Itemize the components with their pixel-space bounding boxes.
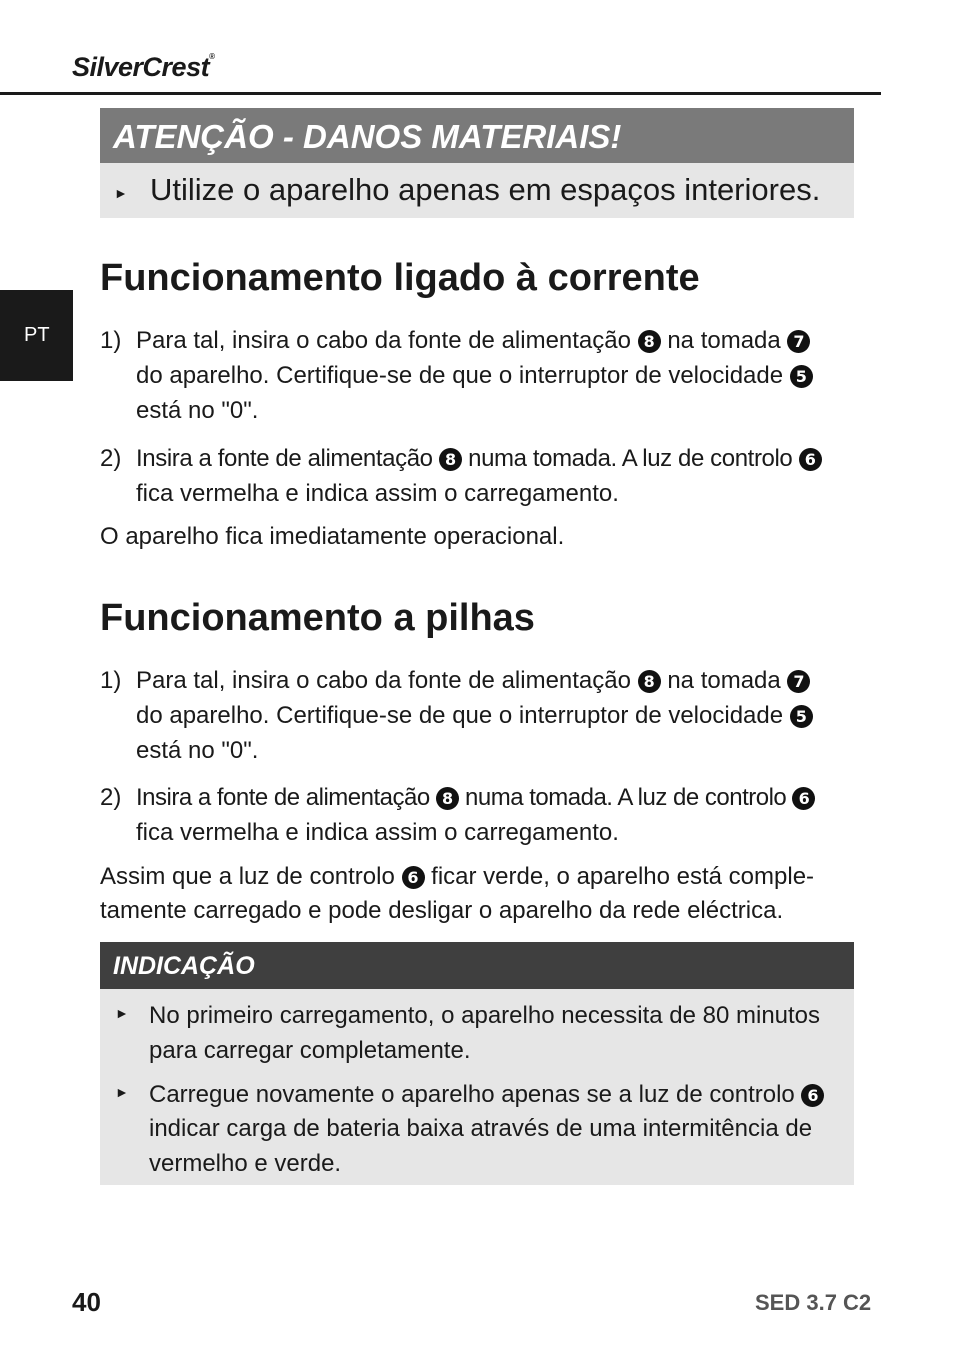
note-header [100,942,854,989]
step-number: 2) [100,784,122,811]
brand-logo [72,52,215,83]
page-number: 40 [72,1287,101,1317]
bullet-arrow-icon: ► [115,1084,129,1100]
step-line: está no "0". [136,397,259,424]
note-body [100,989,854,1185]
step-line: está no "0". [136,737,259,764]
header-rule [0,92,881,95]
part-8-badge: 8 [436,787,459,810]
part-8-badge: 8 [638,330,661,353]
step-line: do aparelho. Certifique-se de que o interruptor de velocidade 5 [136,698,813,733]
part-8-badge: 8 [439,448,462,471]
section-title-battery: Funcionamento a pilhas [100,597,535,639]
bullet-arrow-icon: ► [115,1005,129,1021]
step-line: Para tal, insira o cabo da fonte de alimentação 8 na tomada 7 [136,323,810,358]
note-line: para carregar completamente. [149,1037,471,1064]
step-line: fica vermelha e indica assim o carregamento. [136,819,619,846]
note-line: Carregue novamente o aparelho apenas se a luz de controlo 6 [149,1077,824,1112]
part-7-badge: 7 [787,670,810,693]
note-line: No primeiro carregamento, o aparelho necessita de 80 minutos [149,1002,821,1029]
warning-body [100,163,854,218]
step-number: 2) [100,445,122,472]
brand-registered-mark: ® [209,52,215,61]
step-line: Para tal, insira o cabo da fonte de alimentação 8 na tomada 7 [136,663,810,698]
step-number: 1) [100,327,122,354]
brand-name: SilverCrest [72,52,210,82]
step-line: fica vermelha e indica assim o carregamento. [136,480,619,507]
part-8-badge: 8 [638,670,661,693]
part-5-badge: 5 [790,705,813,728]
step-line: Insira a fonte de alimentação 8 numa tomada. A luz de controlo 6 [136,441,822,476]
warning-header [100,108,854,163]
paragraph: O aparelho fica imediatamente operacional. [100,523,565,550]
part-5-badge: 5 [790,365,813,388]
step-number: 1) [100,667,122,694]
part-6-badge: 6 [792,787,815,810]
bullet-arrow-icon: ► [114,185,128,201]
note-line: indicar carga de bateria baixa através de uma intermitência de [149,1115,813,1142]
step-line: Insira a fonte de alimentação 8 numa tomada. A luz de controlo 6 [136,780,815,815]
section-title-mains: Funcionamento ligado à corrente [100,257,700,299]
model-code: SED 3.7 C2 [755,1290,872,1315]
note-line: vermelho e verde. [149,1150,342,1177]
part-6-badge: 6 [799,448,822,471]
warning-title: ATENÇÃO - DANOS MATERIAIS! [113,118,622,155]
paragraph-line: Assim que a luz de controlo 6 ficar verde, o aparelho está comple- [100,863,815,890]
paragraph-line: tamente carregado e pode desligar o aparelho da rede eléctrica. [100,897,784,924]
part-6-badge: 6 [402,866,425,889]
warning-bullet-text: Utilize o aparelho apenas em espaços interiores. [150,172,821,207]
part-6-badge: 6 [801,1084,824,1107]
language-label: PT [24,324,50,346]
note-title: INDICAÇÃO [113,952,255,980]
step-line: do aparelho. Certifique-se de que o interruptor de velocidade 5 [136,358,813,393]
part-7-badge: 7 [787,330,810,353]
language-tab [0,290,73,381]
